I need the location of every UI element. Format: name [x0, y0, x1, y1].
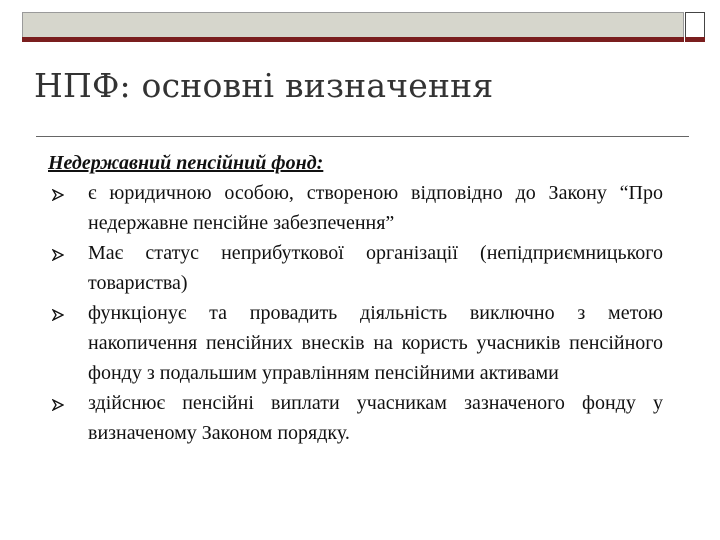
slide-body: [48, 148, 663, 448]
arrowhead-bullet-icon: [52, 249, 64, 261]
bullet-text: Має статус неприбуткової організації (непідприємницького товариства): [88, 242, 663, 294]
bullet-text: здійснює пенсійні виплати учасникам зазначеного фонду у визначеному Законом порядку.: [88, 392, 663, 444]
arrowhead-bullet-icon: [52, 399, 64, 411]
slide-title: НПФ: основні визначення: [34, 66, 494, 105]
bullet-text: є юридичною особою, створеною відповідно до Закону “Про недержавне пенсійне забезпечення”: [88, 182, 663, 234]
corner-accent-stripe: [685, 37, 705, 42]
bullet-text: функціонує та провадить діяльність виключно з метою накопичення пенсійних внесків на користь учасників пенсійного фонду з подальшим управлінням пенсійними активами: [88, 302, 663, 384]
bullet-item: [48, 238, 663, 298]
bullet-item: [48, 388, 663, 448]
title-divider: [36, 136, 689, 137]
bullet-item: [48, 178, 663, 238]
arrowhead-bullet-icon: [52, 189, 64, 201]
header-accent-stripe: [22, 37, 684, 42]
body-heading: Недержавний пенсійний фонд:: [48, 152, 324, 174]
corner-decoration-box: [685, 12, 705, 40]
arrowhead-bullet-icon: [52, 309, 64, 321]
bullet-item: [48, 298, 663, 388]
